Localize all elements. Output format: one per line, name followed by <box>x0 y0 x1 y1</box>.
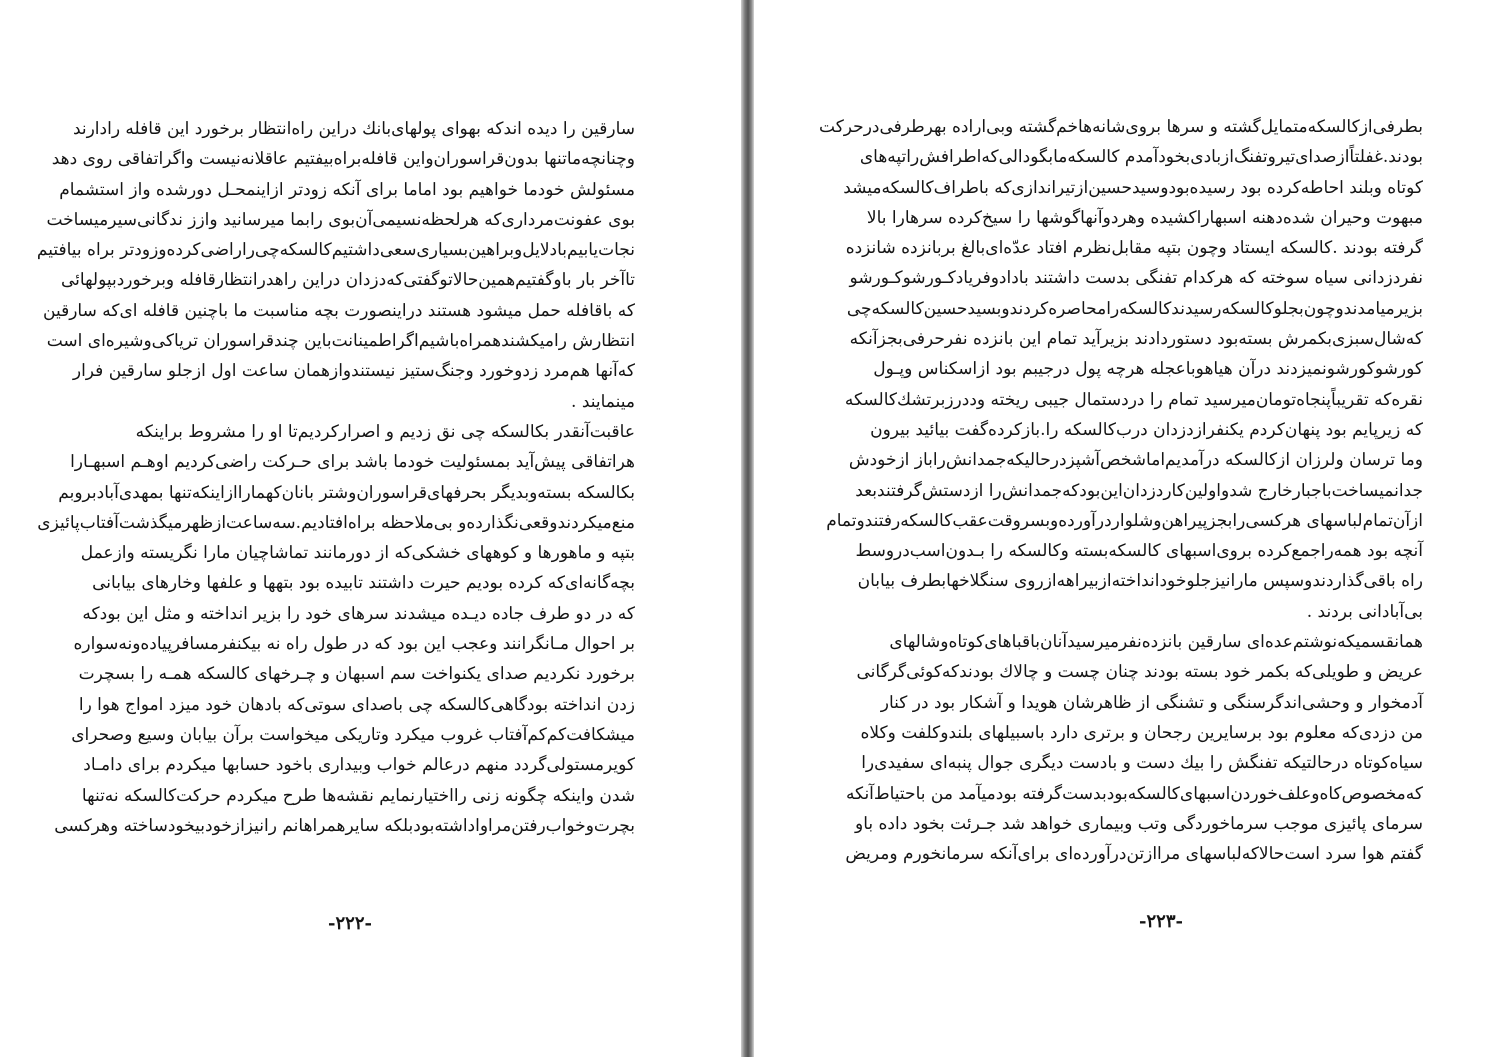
text-line: مینمایند . <box>571 391 635 412</box>
text-line: کویرمستولی‌گردد منهم درعالم خواب وبیداری باخود حسابها میکردم برای دامـاد <box>83 755 635 776</box>
text-line: که‌آنها هم‌مرد زدوخورد وجنگ‌ستیز نیستندوازهمان ساعت اول ازجلو سارقین فرار <box>72 361 635 382</box>
text-line: بتپه و ماهورها و کوههای خشکی‌که از دورمانند تماشاچیان مارا نگریسته وازعمل <box>80 543 635 564</box>
text-line: بی‌آبادانی بردند . <box>1306 601 1423 622</box>
text-line: من دزدی‌که معلوم بود برسایرین رجحان و برتری دارد باسبیلهای بلندوکلفت وکلاه <box>860 722 1423 743</box>
left-page <box>0 0 740 1057</box>
text-line: بکالسکه بسته‌وبدیگر بحرفهای‌قراسوران‌وشتر بانان‌کهمارا‌ازاینکه‌تنها بمهدی‌آباد‌بروبم <box>58 482 635 503</box>
left-page-text <box>36 114 635 841</box>
text-line: بچرت‌وخواب‌رفتن‌مراواداشته‌بودبلکه سایرهمراهانم رانیزازخودبیخودساخته وهرکسی <box>54 815 635 836</box>
text-line: مبهوت وحیران شده‌دهنه اسبهارا‌کشیده وهردوآنهاگوشها را سیخ‌کرده سرهارا بالا <box>866 207 1423 228</box>
text-line: بودند.غفلتاًازصدای‌تیروتفنگ‌ازبادی‌بخودآمدم کالسکه‌مابگودالی‌که‌اطرافش‌راتپه‌های <box>859 147 1423 168</box>
text-line: سارقین را دیده اندکه بهوای پولهای‌بانك دراین راه‌انتظار برخورد این قافله رادارند <box>72 119 635 139</box>
text-line: عاقبت‌آنقدر بکالسکه چی نق زدیم و اصرارکردیم‌تا او را مشروط براینکه <box>135 421 635 442</box>
text-line: راه باقی‌گذاردندوسپس مارانیزجلوخودانداخته‌ازبیراهه‌ازروی سنگلاخها‌بطرف بیابان <box>857 571 1423 592</box>
text-line: نقره‌که تقریباً‌پنجاه‌تومان‌میرسید تمام را دردستمال جیبی ریخته وددرزبرتشك‌کالسکه <box>844 389 1423 410</box>
book-gutter <box>741 0 754 1057</box>
text-line: سرمای پائیزی موجب سرماخوردگی وتب وبیماری خواهد شد جـرئت بخود داده باو <box>855 813 1423 834</box>
text-line: بچه‌گانه‌ای‌که کرده بودیم حیرت داشتند تابیده بود بتهها و علفها وخارهای بیابانی <box>92 573 635 594</box>
text-line: که‌شال‌سبزی‌بکمرش بسته‌بود دستوردادند بزیرآید تمام این بانزده نفرحرفی‌بجزآنکه <box>849 329 1423 350</box>
text-line: آدمخوار و وحشی‌اندگرسنگی و تشنگی از ظاهرشان هویدا و آشکار بود در کنار <box>880 692 1423 713</box>
text-line: وچنانچه‌ماتنها بدون‌قراسوران‌واین قافله‌براه‌بیفتیم عاقلانه‌نیست واگراتفاقی روی دهد <box>51 149 635 170</box>
text-line: مسئولش خودما خواهیم بود اماما برای آنکه زودتر ازاینمحـل دورشده واز استشمام <box>59 179 635 200</box>
text-line: انتظارش رامیکشندهمراه‌باشیم‌اگراطمینانت‌باین چندقراسوران تریاکی‌وشیره‌ای است <box>46 331 635 352</box>
text-line: وما ترسان ولرزان ازکالسکه درآمدیم‌اماشخص‌آشپزدرحالیکه‌جمدانش‌را‌باز ازخودش <box>848 450 1423 471</box>
right-page-number: -۲۲۳- <box>1139 911 1183 932</box>
text-line: که باقافله حمل میشود هستند دراینصورت بچه مناسبت ما باچنین قافله ای‌که سارقین <box>43 300 635 321</box>
text-line: میشکافت‌کم‌کم‌آفتاب غروب میکرد وتاریکی میخواست برآن بیابان وسیع وصحرای <box>71 724 635 745</box>
text-line: شدن واینکه چگونه زنی رااختیارنمایم نقشه‌ها طرح میکردم حرکت‌کالسکه نه‌تنها <box>81 785 635 806</box>
text-line: تاآخر بار باوگفتیم‌همین‌حالاتوگفتی‌که‌دزدان دراین راهدرانتظارقافله وبرخوردبپولهائی <box>61 270 635 291</box>
text-line: کوتاه وبلند احاطه‌کرده بود رسیده‌بودوسیدحسین‌ازتیراندازی‌که باطراف‌کالسکه‌میشد <box>843 177 1423 198</box>
text-line: بوی عفونت‌مرداری‌که هرلحظه‌نسیمی‌آن‌بوی رابما میرسانید وازز ندگانی‌سیرمیساخت <box>46 209 635 230</box>
text-line: کورشوکورشونمیزدند درآن هیاهوباعجله هرچه پول درجیبم بود ازاسکناس وپـول <box>873 359 1423 380</box>
text-line: همانقسمیکه‌نوشتم‌عده‌ای سارقین بانزده‌نفرمیرسیدآنان‌باقباهای‌کوتاه‌وشالهای <box>889 632 1423 653</box>
text-line: که‌مخصوص‌کاه‌وعلف‌خوردن‌اسبهای‌کالسکه‌بودبدست‌گرفته بودمیآمد من باحتیاط‌آنکه <box>845 783 1423 804</box>
text-line: سیاه‌کوتاه درحالتیکه تفنگش را بیك دست و بادست دیگری جوال پنبه‌ای سفیدی‌را <box>861 753 1423 774</box>
text-line: عریض و طویلی‌که بکمر خود بسته بودند چنان چست و چالاك بودندکه‌کوئی‌گرگانی <box>856 662 1423 683</box>
left-page-number: -۲۲۲- <box>328 913 372 934</box>
text-line: آنچه بود همه‌راجمع‌کرده بروی‌اسبهای کالسکه‌بسته وکالسکه را بـدون‌اسب‌دروسط <box>855 541 1423 562</box>
text-line: زدن انداخته بودگاهی‌کالسکه چی باصدای سوتی‌که بادهان خود میزد امواج هوا را <box>78 694 635 715</box>
text-line: بر احوال مـانگرانند وعجب این بود که در طول راه نه بیکنفرمسافرپیاده‌ونه‌سواره <box>73 634 635 655</box>
text-line: برخورد نکردیم صدای یکنواخت سم اسبهان و چـرخهای کالسکه همـه را بسچرت <box>78 664 635 685</box>
text-line: ازآن‌تمام‌لباسهای هرکسی‌رابجزپیراهن‌وشلواردرآورده‌وبسروقت‌عقب‌کالسکه‌رفتندوتمام <box>826 510 1423 531</box>
text-line: که زیرپایم بود پنهان‌کردم یکنفرازدزدان درب‌کالسکه را.بازکرده‌گفت بیائید بیرون <box>870 419 1423 440</box>
text-line: نجات‌یابیم‌بادلایل‌وبراهین‌بسیاری‌سعی‌داشتیم‌کالسکه‌چی‌راراضی‌کرده‌وزودتر براه بیافتیم <box>36 240 635 261</box>
text-line: جدانمیساخت‌باجبارخارج شدواولین‌کاردزدان‌این‌بودکه‌جمدانش‌را ازدستش‌گرفتندبعد <box>855 480 1423 501</box>
text-line: هراتفاقی پیش‌آید بمسئولیت خودما باشد برای حـرکت راضی‌کردیم اوهـم اسبهـارا <box>70 452 635 473</box>
right-page <box>755 0 1501 1057</box>
text-line: گفتم هوا سرد است‌حالاکه‌لباسهای مراازتن‌درآورده‌ای برای‌آنکه سرمانخورم ومریض <box>845 844 1423 865</box>
text-line: نفردزدانی سیاه سوخته که هرکدام تفنگی بدست داشتند بادادوفریادکـورشوکـورشو <box>849 268 1423 289</box>
right-page-text <box>819 112 1423 869</box>
text-line: بزیرمیامدندوچون‌بجلوکالسکه‌رسیدندکالسکه‌رامحاصره‌کردندوبسیدحسین‌کالسکه‌چی <box>846 298 1423 319</box>
text-line: که در دو طرف جاده دیـده میشدند سرهای خود را بزیر انداخته و مثل این بودکه <box>82 603 635 624</box>
text-line: منع‌میکردند‌وقعی‌نگذارده‌و بی‌ملاحظه براه‌افتادیم.سه‌ساعت‌ازظهرمیگذشت‌آفتاب‌پائیزی <box>37 512 635 533</box>
text-line: بطرفی‌ازکالسکه‌متمایل‌گشته و سرها بروی‌شانه‌هاخم‌گشته وبی‌اراده بهرطرفی‌درحرکت <box>819 117 1423 137</box>
text-line: گرفته بودند .کالسکه ایستاد وچون بتپه مقابل‌نظرم افتاد عدّه‌ای‌بالغ بربانزده شانزده <box>845 238 1423 259</box>
